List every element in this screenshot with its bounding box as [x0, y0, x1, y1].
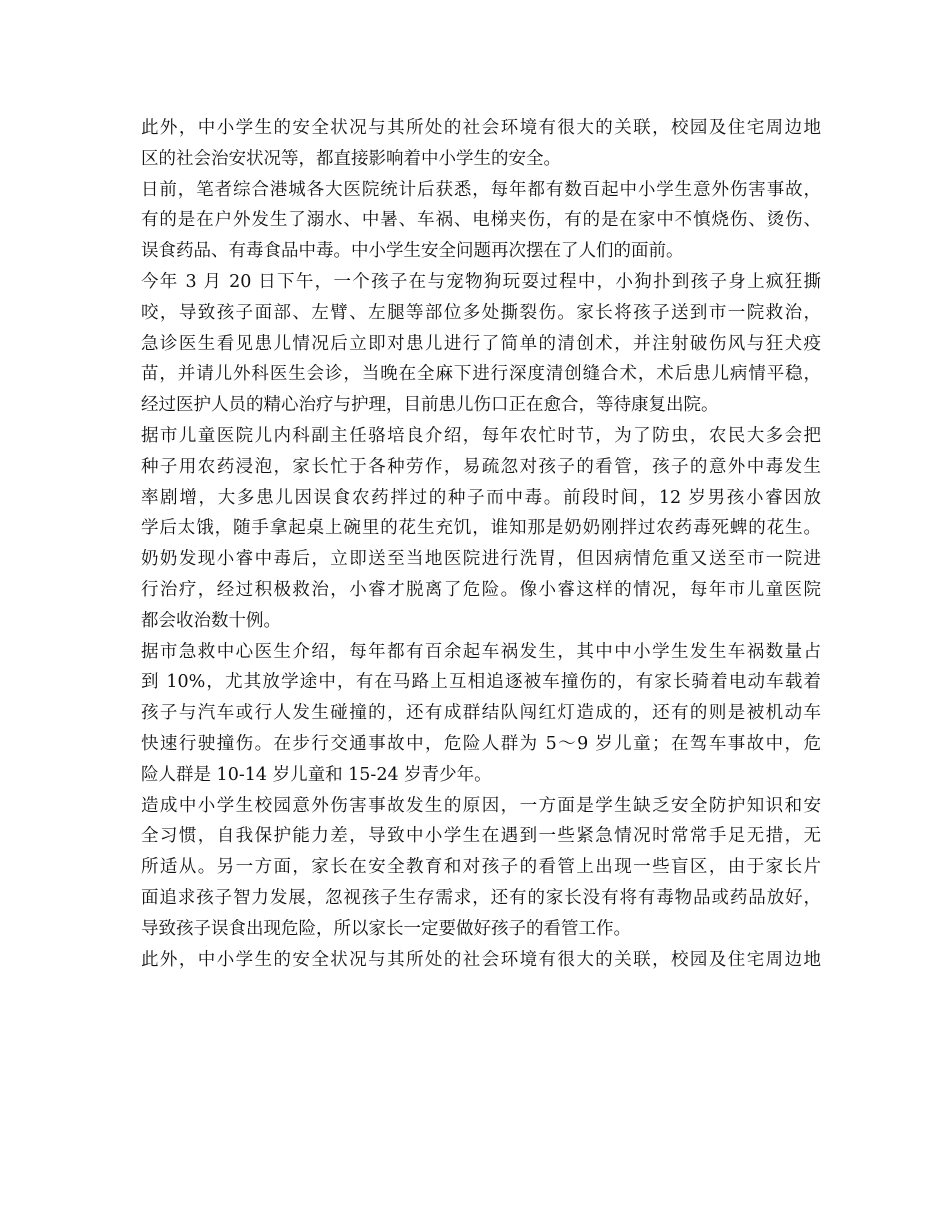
text-line: 日前，笔者综合港城各大医院统计后获悉，每年都有数百起中小学生意外伤害事故，: [141, 179, 821, 200]
paragraph: [141, 175, 821, 267]
text-line: 都会收治数十例。: [141, 610, 281, 631]
text-line: 咬，导致孩子面部、左臂、左腿等部位多处撕裂伤。家长将孩子送到市一院救治，: [141, 302, 821, 323]
text-line: 今年 3 月 20 日下午，一个孩子在与宠物狗玩耍过程中，小狗扑到孩子身上疯狂撕: [141, 271, 821, 292]
text-line: 快速行驶撞伤。在步行交通事故中，危险人群为 5～9 岁儿童；在驾车事故中，危: [141, 733, 821, 754]
paragraph: [141, 945, 821, 976]
text-line: 此外，中小学生的安全状况与其所处的社会环境有很大的关联，校园及住宅周边地: [141, 118, 821, 138]
text-line: 行治疗，经过积极救治，小睿才脱离了危险。像小睿这样的情况，每年市儿童医院: [141, 579, 821, 600]
text-line: 造成中小学生校园意外伤害事故发生的原因，一方面是学生缺乏安全防护知识和安: [141, 795, 821, 816]
text-line: 险人群是 10-14 岁儿童和 15-24 岁青少年。: [141, 764, 492, 785]
text-line: 区的社会治安状况等，都直接影响着中小学生的安全。: [141, 148, 561, 169]
text-line: 经过医护人员的精心治疗与护理，目前患儿伤口正在愈合，等待康复出院。: [141, 395, 719, 416]
text-line: 误食药品、有毒食品中毒。中小学生安全问题再次摆在了人们的面前。: [141, 241, 684, 262]
text-line: 面追求孩子智力发展，忽视孩子生存需求，还有的家长没有将有毒物品或药品放好，: [141, 887, 821, 908]
text-line: 据市儿童医院儿内科副主任骆培良介绍，每年农忙时节，为了防虫，农民大多会把: [141, 425, 821, 446]
paragraph: [141, 421, 821, 637]
text-line: 奶奶发现小睿中毒后，立即送至当地医院进行洗胃，但因病情危重又送至市一院进: [141, 549, 821, 570]
text-line: 率剧增，大多患儿因误食农药拌过的种子而中毒。前段时间，12 岁男孩小睿因放: [141, 487, 821, 508]
text-line: 据市急救中心医生介绍，每年都有百余起车祸发生，其中中小学生发生车祸数量占: [141, 641, 821, 662]
paragraph: [141, 267, 821, 421]
text-line: 苗，并请儿外科医生会诊，当晚在全麻下进行深度清创缝合术，术后患儿病情平稳，: [141, 364, 821, 385]
paragraph: [141, 791, 821, 945]
text-line: 所适从。另一方面，家长在安全教育和对孩子的看管上出现一些盲区，由于家长片: [141, 857, 821, 878]
text-line: 孩子与汽车或行人发生碰撞的，还有成群结队闯红灯造成的，还有的则是被机动车: [141, 703, 821, 724]
text-line: 到 10%，尤其放学途中，有在马路上互相追逐被车撞伤的，有家长骑着电动车载着: [141, 672, 821, 693]
text-line: 种子用农药浸泡，家长忙于各种劳作，易疏忽对孩子的看管，孩子的意外中毒发生: [141, 456, 821, 477]
text-line: 有的是在户外发生了溺水、中暑、车祸、电梯夹伤，有的是在家中不慎烧伤、烫伤、: [141, 210, 821, 231]
paragraph: [141, 637, 821, 791]
text-line: 急诊医生看见患儿情况后立即对患儿进行了简单的清创术，并注射破伤风与狂犬疫: [141, 333, 821, 354]
text-line: 全习惯，自我保护能力差，导致中小学生在遇到一些紧急情况时常常手足无措，无: [141, 826, 821, 847]
text-line: 此外，中小学生的安全状况与其所处的社会环境有很大的关联，校园及住宅周边地: [141, 949, 821, 970]
document-page: [141, 113, 821, 975]
text-line: 学后太饿，随手拿起桌上碗里的花生充饥，谁知那是奶奶刚拌过农药毒死蜱的花生。: [141, 518, 821, 539]
paragraph: [141, 113, 821, 175]
text-line: 导致孩子误食出现危险，所以家长一定要做好孩子的看管工作。: [141, 918, 631, 939]
